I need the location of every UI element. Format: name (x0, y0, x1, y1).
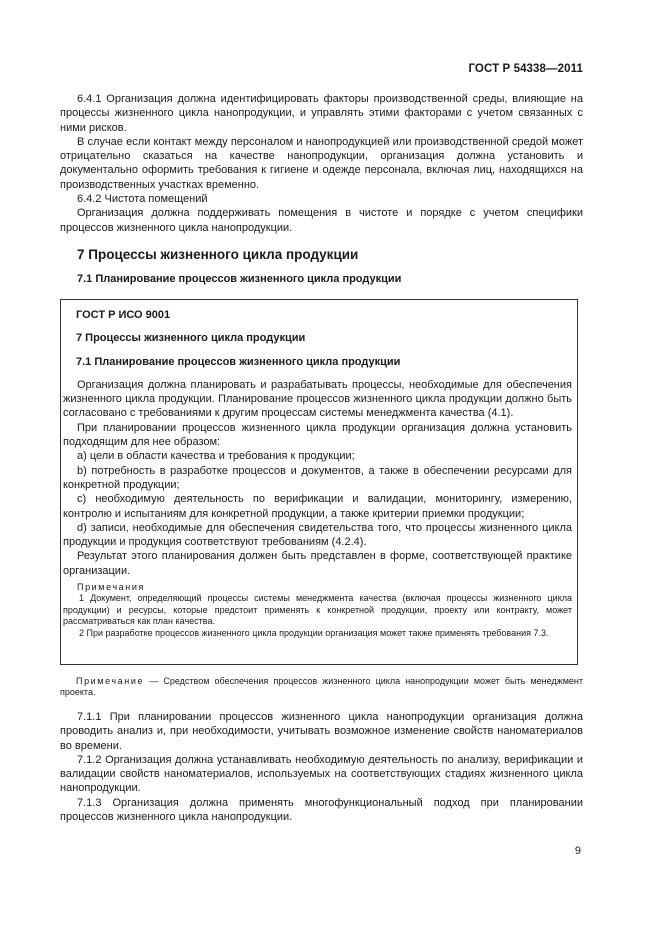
quote-section-7-1-title: 7.1 Планирование процессов жизненного цикла продукции (76, 355, 401, 368)
standard-code-header: ГОСТ Р 54338—2011 (468, 63, 583, 75)
quote-list-item-c: c) необходимую деятельность по верификации и валидации, мониторингу, измерению, контролю и испытаниям для конкретной продукции, а также критерии приемки продукции; (63, 493, 572, 520)
quote-note-1: 1 Документ, определяющий процессы системы менеджмента качества (включая процессы жизненного цикла продукции) и ресурсы, которые предстоит применять к конкретной продукции, проекту или контракту, может рассматриваться как план качества. (63, 593, 572, 627)
quote-note-2: 2 При разработке процессов жизненного цикла продукции организация может также применять требования 7.3. (79, 627, 549, 638)
section-6-4-text (60, 92, 583, 235)
section-7-heading-block (60, 248, 583, 287)
quote-list-item-b: b) потребность в разработке процессов и документов, а также в обеспечении ресурсами для конкретной продукции; (63, 464, 572, 491)
note-text: — Средством обеспечения процессов жизненного цикла нанопродукции может быть менеджмент проекта. (60, 676, 583, 698)
paragraph-7-1-2: 7.1.2 Организация должна устанавливать необходимую деятельность по анализу, верификации и валидации свойств наноматериалов, используемых на соответствующих стадиях жизненного цикла нанопродукции. (60, 753, 583, 795)
paragraph-contact-hygiene: В случае если контакт между персоналом и нанопродукцией или производственной средой может отрицательно сказаться на качестве нанопродукции, организация должна установить и документально оформить требования к гигиене и одежде персонала, включая лиц, находящихся на производственных участках временно. (60, 135, 583, 191)
quote-paragraph-result: Результат этого планирования должен быть представлен в форме, соответствующей практике организации. (63, 550, 572, 577)
quote-list-item-a: a) цели в области качества и требования к продукции; (77, 450, 355, 463)
quote-standard-code: ГОСТ Р ИСО 9001 (76, 309, 171, 321)
section-7-1-subclauses (60, 710, 583, 824)
quote-section-7-title: 7 Процессы жизненного цикла продукции (76, 332, 306, 345)
quote-notes (61, 582, 572, 639)
quote-notes-title: Примечания (77, 582, 145, 593)
quote-paragraph-planning: Организация должна планировать и разрабатывать процессы, необходимые для обеспечения жизненного цикла продукции. Планирование процессов жизненного цикла продукции должно быть согласовано с требованиями к другим процессам системы менеджмента качества (4.1). (63, 378, 572, 420)
section-7-1-title: 7.1 Планирование процессов жизненного цикла продукции (77, 273, 402, 286)
section-7-title: 7 Процессы жизненного цикла продукции (77, 247, 359, 262)
quote-paragraph-establish: При планировании процессов жизненного цикла продукции организация должна установить подходящим для нее образом: (63, 421, 572, 449)
quote-list-item-d: d) записи, необходимые для обеспечения свидетельства того, что процессы жизненного цикла продукции и продукция соответствуют требованиям (4.2.4). (63, 521, 572, 549)
note-after-box (60, 676, 583, 699)
paragraph-7-1-1: 7.1.1 При планировании процессов жизненного цикла нанопродукции организация должна проводить анализ и, при необходимости, учитывать возможное изменение свойств наноматериалов во времени. (60, 711, 583, 752)
paragraph-6-4-1: 6.4.1 Организация должна идентифицировать факторы производственной среды, влияющие на процессы жизненного цикла нанопродукции, и управлять этими факторами с учетом связанных с ними рисков. (60, 93, 583, 134)
iso-9001-quote-box (60, 299, 578, 665)
paragraph-7-1-3: 7.1.3 Организация должна применять многофункциональный подход при планировании процессов жизненного цикла нанопродукции. (60, 796, 583, 824)
heading-6-4-2: 6.4.2 Чистота помещений (77, 193, 208, 206)
note-project-management (60, 676, 583, 699)
page-number: 9 (574, 845, 581, 857)
note-label: Примечание (76, 676, 145, 686)
paragraph-premises-cleanliness: Организация должна поддерживать помещения в чистоте и порядке с учетом специфики процессов жизненного цикла нанопродукции. (60, 207, 583, 234)
